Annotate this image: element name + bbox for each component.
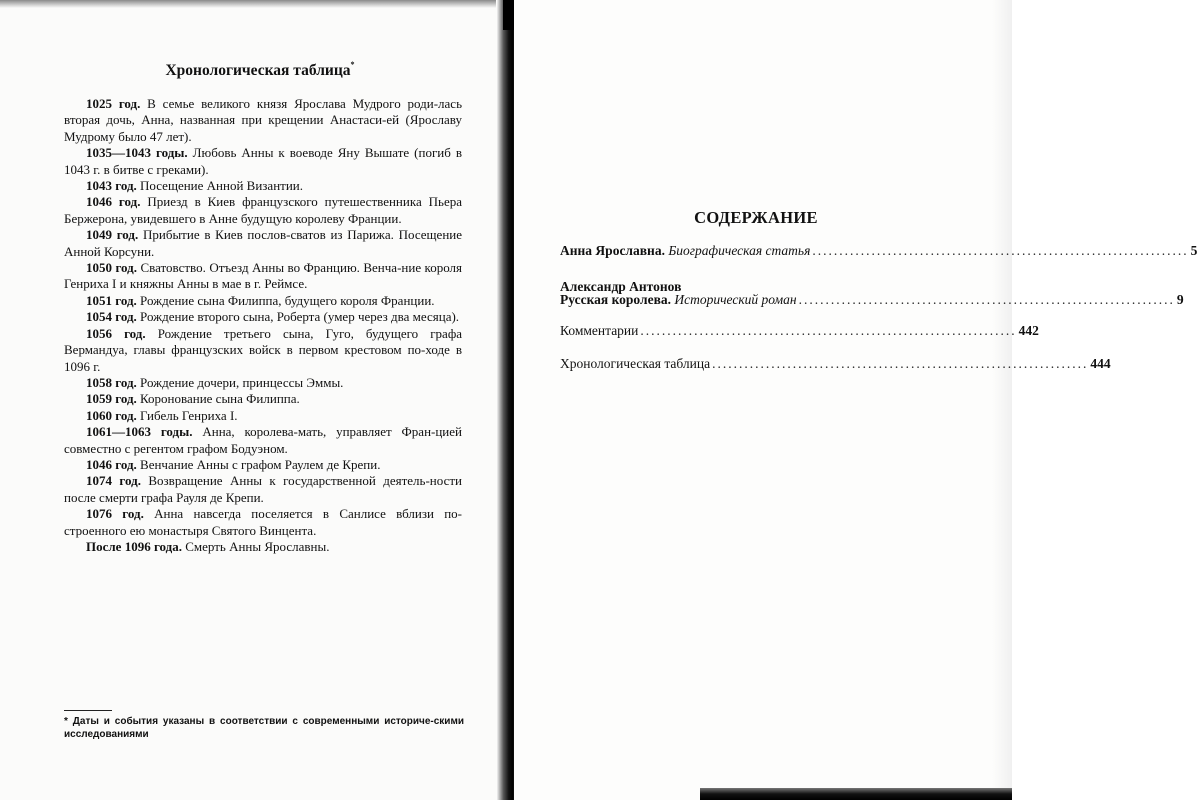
footnote-marker: *: [350, 60, 355, 69]
chronology-entry: [64, 375, 462, 391]
page-edge: [992, 0, 1012, 800]
entry-date: 1046 год.: [86, 194, 141, 210]
entry-date: 1051 год.: [86, 292, 137, 308]
page-title: [60, 62, 460, 80]
chronology-entry: [64, 96, 462, 145]
chronology-entry: [64, 309, 462, 325]
toc-item-comments: [560, 322, 1039, 339]
toc-item-subtitle: Исторический роман: [674, 292, 797, 307]
chronology-entry: [64, 473, 462, 506]
right-page: [514, 0, 1012, 800]
toc-item-title: Комментарии: [560, 323, 639, 338]
entry-text: Рождение сына Филиппа, будущего короля Франции.: [136, 292, 435, 308]
entry-text: Гибель Генриха I.: [136, 407, 238, 423]
chronology-entry: [64, 408, 462, 424]
entry-text: Анна, королева-мать, управляет Фран-цией совместно с регентом графом Бодуэном.: [64, 424, 462, 456]
toc-item-subtitle: Биографическая статья: [668, 243, 811, 258]
chronology-list: [64, 96, 462, 555]
entry-date: После 1096 года.: [86, 538, 182, 554]
entry-text: Приезд в Киев французского путешественника Пьера Бержерона, увидевшего в Анне будущую королеву Франции.: [64, 194, 462, 226]
toc-author: Александр Антонов: [560, 279, 682, 294]
toc-page-number: 444: [1090, 356, 1111, 371]
page-top-shadow: [0, 0, 496, 8]
chronology-entry: [64, 227, 462, 260]
entry-date: 1025 год.: [86, 96, 141, 111]
toc-leader-dots: ......................................................................: [640, 323, 1017, 338]
toc-item-novel: [560, 291, 1184, 308]
entry-text: Анна навсегда поселяется в Санлисе вблизи по-строенного ею монастыря Святого Винцента.: [64, 506, 463, 538]
entry-text: Сватовство. Отъезд Анны во Францию. Венча-ние короля Генриха I и княжны Анны в мае в г. Реймсе.: [64, 260, 462, 292]
toc-item-chronology: [560, 355, 1111, 372]
chronology-entry: [64, 424, 462, 457]
chronology-entry: [64, 260, 462, 293]
entry-date: 1049 год.: [86, 227, 139, 243]
chronology-entry: [64, 326, 462, 375]
chronology-entry: [64, 539, 462, 555]
chronology-entry: [64, 506, 462, 539]
entry-text: Венчание Анны с графом Раулем де Крепи.: [136, 456, 381, 472]
entry-date: 1056 год.: [86, 325, 146, 341]
entry-date: 1061—1063 годы.: [86, 424, 193, 440]
toc-leader-dots: ......................................................................: [712, 356, 1089, 371]
entry-text: Рождение дочери, принцессы Эммы.: [136, 374, 344, 390]
entry-date: 1054 год.: [86, 309, 137, 325]
toc-item-title: Русская королева.: [560, 292, 671, 307]
chronology-entry: [64, 293, 462, 309]
entry-text: Коронование сына Филиппа.: [136, 391, 300, 407]
footnote: * Даты и события указаны в соответствии с современными историче-скими исследованиями: [64, 716, 464, 740]
chronology-entry: [64, 391, 462, 407]
chronology-entry: [64, 457, 462, 473]
entry-text: Любовь Анны к воеводе Яну Вышате (погиб в 1043 г. в битве с греками).: [64, 145, 463, 177]
scan-edge-shadow: [700, 788, 1012, 800]
entry-text: Смерть Анны Ярославны.: [181, 538, 330, 554]
entry-date: 1046 год.: [86, 456, 137, 472]
entry-date: 1076 год.: [86, 506, 144, 522]
chronology-entry: [64, 194, 462, 227]
entry-date: 1074 год.: [86, 473, 141, 489]
entry-date: 1050 год.: [86, 260, 137, 276]
entry-date: 1043 год.: [86, 178, 137, 194]
toc-page-number: 442: [1018, 323, 1039, 338]
entry-text: В семье великого князя Ярослава Мудрого роди-лась вторая дочь, Анна, названная при крещении Анастаси-ей (Ярославу Мудрому было 47 лет).: [64, 96, 462, 144]
left-page: [0, 0, 500, 800]
chronology-entry: [64, 178, 462, 194]
page-title-text: Хронологическая таблица: [165, 62, 351, 79]
toc-item-biography: [560, 242, 1197, 259]
toc-title: СОДЕРЖАНИЕ: [694, 208, 818, 227]
toc-item-title: Хронологическая таблица: [560, 356, 711, 371]
footnote-divider: [64, 710, 112, 711]
toc-page-number: 9: [1176, 292, 1184, 307]
entry-date: 1035—1043 годы.: [86, 145, 188, 161]
entry-text: Рождение второго сына, Роберта (умер через два месяца).: [136, 309, 460, 325]
entry-text: Возвращение Анны к государственной деятель-ности после смерти графа Рауля де Крепи.: [64, 473, 462, 505]
entry-text: Посещение Анной Византии.: [136, 178, 304, 194]
entry-text: Рождение третьего сына, Гуго, будущего графа Вермандуа, главы французских войск в первом крестовом по-ходе в 1096 г.: [64, 325, 463, 374]
toc-leader-dots: ......................................................................: [798, 292, 1175, 307]
entry-date: 1059 год.: [86, 391, 137, 407]
toc-page-number: 5: [1190, 243, 1197, 258]
toc-leader-dots: ......................................................................: [812, 243, 1189, 258]
chronology-entry: [64, 145, 462, 178]
entry-date: 1060 год.: [86, 407, 137, 423]
toc-item-title: Анна Ярославна.: [560, 243, 665, 258]
entry-date: 1058 год.: [86, 374, 137, 390]
entry-text: Прибытие в Киев послов-сватов из Парижа. Посещение Анной Корсуни.: [64, 227, 463, 259]
